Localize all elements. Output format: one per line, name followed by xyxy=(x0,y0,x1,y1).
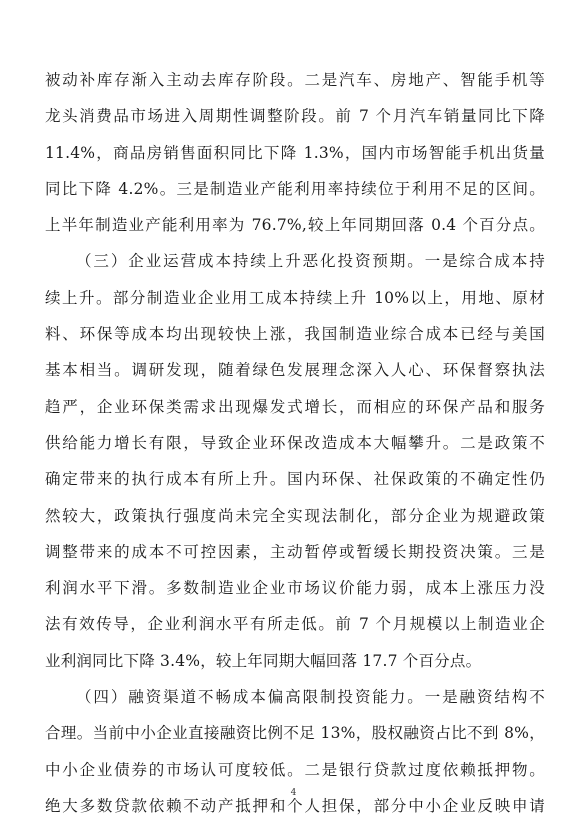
text-line: 11.4%，商品房销售面积同比下降 1.3%，国内市场智能手机出货量 xyxy=(45,143,545,162)
text-line: 法有效传导，企业利润水平有所走低。前 7 个月规模以上制造业企 xyxy=(45,615,545,634)
text-line: 业利润同比下降 3.4%，较上年同期大幅回落 17.7 个百分点。 xyxy=(45,651,482,670)
page-number: 4 xyxy=(290,788,297,798)
text-line: 确定带来的执行成本有所上升。国内环保、社保政策的不确定性仍 xyxy=(45,470,545,489)
text-line: 绝大多数贷款依赖不动产抵押和个人担保，部分中小企业反映申请 xyxy=(45,796,545,815)
text-line: 料、环保等成本均出现较快上涨，我国制造业综合成本已经与美国 xyxy=(45,325,545,344)
text-line: 调整带来的成本不可控因素，主动暂停或暂缓长期投资决策。三是 xyxy=(45,542,545,561)
text-line: 然较大，政策执行强度尚未完全实现法制化，部分企业为规避政策 xyxy=(45,506,545,525)
text-line: 合理。当前中小企业直接融资比例不足 13%，股权融资占比不到 8%， xyxy=(45,724,545,743)
text-line: 同比下降 4.2%。三是制造业产能利用率持续位于利用不足的区间。 xyxy=(45,179,545,198)
text-line: 基本相当。调研发现，随着绿色发展理念深入人心、环保督察执法 xyxy=(45,361,545,380)
text-line: 趋严，企业环保类需求出现爆发式增长，而相应的环保产品和服务 xyxy=(45,397,545,416)
section-heading-line: （三）企业运营成本持续上升恶化投资预期。一是综合成本持 xyxy=(76,252,545,271)
section-heading-line: （四）融资渠道不畅成本偏高限制投资能力。一是融资结构不 xyxy=(76,688,545,707)
body-text xyxy=(45,62,545,824)
text-line: 供给能力增长有限，导致企业环保改造成本大幅攀升。二是政策不 xyxy=(45,433,545,452)
text-line: 龙头消费品市场进入周期性调整阶段。前 7 个月汽车销量同比下降 xyxy=(45,107,545,126)
text-line: 上半年制造业产能利用率为 76.7%,较上年同期回落 0.4 个百分点。 xyxy=(45,216,545,235)
text-line: 中小企业债券的市场认可度较低。二是银行贷款过度依赖抵押物。 xyxy=(45,760,545,779)
text-line: 被动补库存渐入主动去库存阶段。二是汽车、房地产、智能手机等 xyxy=(45,71,545,89)
text-line: 续上升。部分制造业企业用工成本持续上升 10%以上，用地、原材 xyxy=(45,288,545,307)
text-line: 利润水平下滑。多数制造业企业市场议价能力弱，成本上涨压力没 xyxy=(45,579,545,598)
